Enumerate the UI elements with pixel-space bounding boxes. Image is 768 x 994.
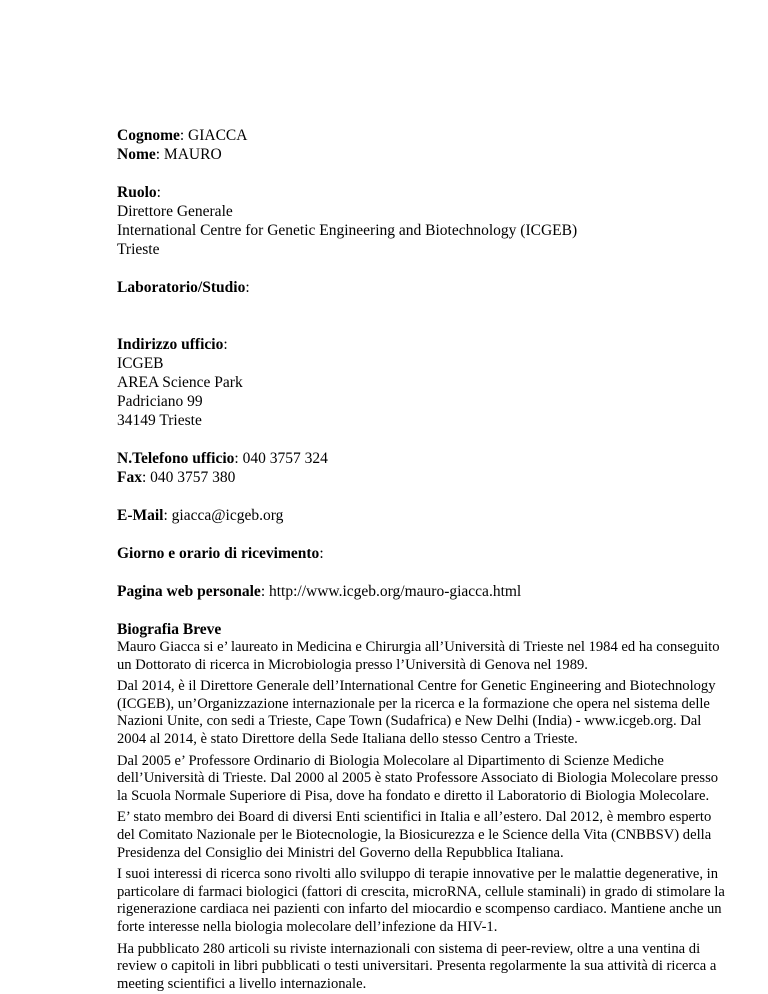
ruolo-organization: International Centre for Genetic Engineering and Biotechnology (ICGEB) [117, 222, 578, 239]
bio-title: Biografia Breve [117, 621, 222, 638]
ricevimento-label: Giorno e orario di ricevimento [117, 545, 320, 562]
fax-line [117, 468, 728, 487]
ricevimento-line [117, 544, 728, 563]
ruolo-block [117, 183, 728, 259]
fax-label: Fax [117, 469, 142, 486]
cognome-label: Cognome [117, 127, 180, 144]
telefono-line [117, 449, 728, 468]
bio-paragraph: Dal 2014, è il Direttore Generale dell’International Centre for Genetic Engineering and Biotechnology (ICGEB), un’Organizzazione internazionale per la ricerca e la formazione che opera nel sistema delle Nazioni Unite, con sedi a Trieste, Cape Town (Sudafrica) e New Delhi (India) - www.icgeb.org. Dal 2004 al 2014, è stato Direttore della Sede Italiana dello stesso Centro a Trieste. [117, 678, 716, 747]
email-block [117, 506, 728, 525]
bio-paragraph: Mauro Giacca si e’ laureato in Medicina e Chirurgia all’Università di Trieste nel 1984 ed ha conseguito un Dottorato di ricerca in Microbiologia presso l’Università di Genova nel 1989. [117, 639, 720, 673]
telefono-value: : 040 3757 324 [234, 450, 328, 467]
nome-line [117, 145, 728, 164]
cognome-line [117, 126, 728, 145]
bio-paragraph: Ha pubblicato 280 articoli su riviste internazionali con sistema di peer-review, oltre a una ventina di review o capitoli in libri pubblicati o testi universitari. Presenta regolarmente la sua attività di ricerca a meeting scientifici a livello internazionale. [117, 940, 717, 992]
name-block [117, 126, 728, 164]
address-line: AREA Science Park [117, 374, 243, 391]
ruolo-city: Trieste [117, 241, 160, 258]
fax-value: : 040 3757 380 [141, 469, 236, 486]
contact-block [117, 449, 728, 487]
web-line [117, 582, 728, 601]
laboratorio-value: : [245, 279, 250, 296]
ruolo-label: Ruolo [117, 184, 157, 201]
address-line: 34149 Trieste [117, 412, 202, 429]
telefono-label: N.Telefono ufficio [117, 450, 235, 467]
laboratorio-block [117, 278, 728, 297]
web-value[interactable]: : http://www.icgeb.org/mauro-giacca.html [260, 583, 522, 600]
ruolo-title: Direttore Generale [117, 203, 233, 220]
indirizzo-sep: : [223, 336, 228, 353]
cognome-value: : GIACCA [179, 127, 248, 144]
email-label: E-Mail [117, 507, 164, 524]
indirizzo-line [117, 335, 728, 354]
ruolo-sep: : [156, 184, 161, 201]
bio-paragraph: I suoi interessi di ricerca sono rivolti allo sviluppo di terapie innovative per le malattie degenerative, in particolare di farmaci biologici (fattori di crescita, microRNA, cellule staminali) in grado di stimolare la rigenerazione cardiaca nei pazienti con infarto del miocardio e scompenso cardiaco. Mantiene anche un forte interesse nella biologia molecolare dell’infezione da HIV-1. [117, 866, 725, 935]
ruolo-line [117, 183, 728, 202]
bio-paragraph: E’ stato membro dei Board di diversi Enti scientifici in Italia e all’estero. Dal 2012, è membro esperto del Comitato Nazionale per le Biotecnologie, la Biosicurezza e le Science della Vita (CNBBSV) della Presidenza del Consiglio dei Ministri del Governo della Repubblica Italiana. [117, 809, 712, 861]
ricevimento-block [117, 544, 728, 563]
bio-paragraph: Dal 2005 e’ Professore Ordinario di Biologia Molecolare al Dipartimento di Scienze Mediche dell’Università di Trieste. Dal 2000 al 2005 è stato Professore Associato di Biologia Molecolare presso la Scuola Normale Superiore di Pisa, dove ha fondato e diretto il Laboratorio di Biologia Molecolare. [117, 752, 719, 804]
email-line [117, 506, 728, 525]
address-line: Padriciano 99 [117, 393, 203, 410]
indirizzo-label: Indirizzo ufficio [117, 336, 224, 353]
bio-body [117, 639, 728, 993]
email-value[interactable]: : giacca@icgeb.org [163, 507, 284, 524]
laboratorio-line [117, 278, 728, 297]
address-line: ICGEB [117, 355, 164, 372]
web-block [117, 582, 728, 601]
nome-value: : MAURO [155, 146, 222, 163]
laboratorio-label: Laboratorio/Studio [117, 279, 246, 296]
ricevimento-value: : [319, 545, 324, 562]
web-label: Pagina web personale [117, 583, 261, 600]
nome-label: Nome [117, 146, 156, 163]
indirizzo-block [117, 335, 728, 430]
